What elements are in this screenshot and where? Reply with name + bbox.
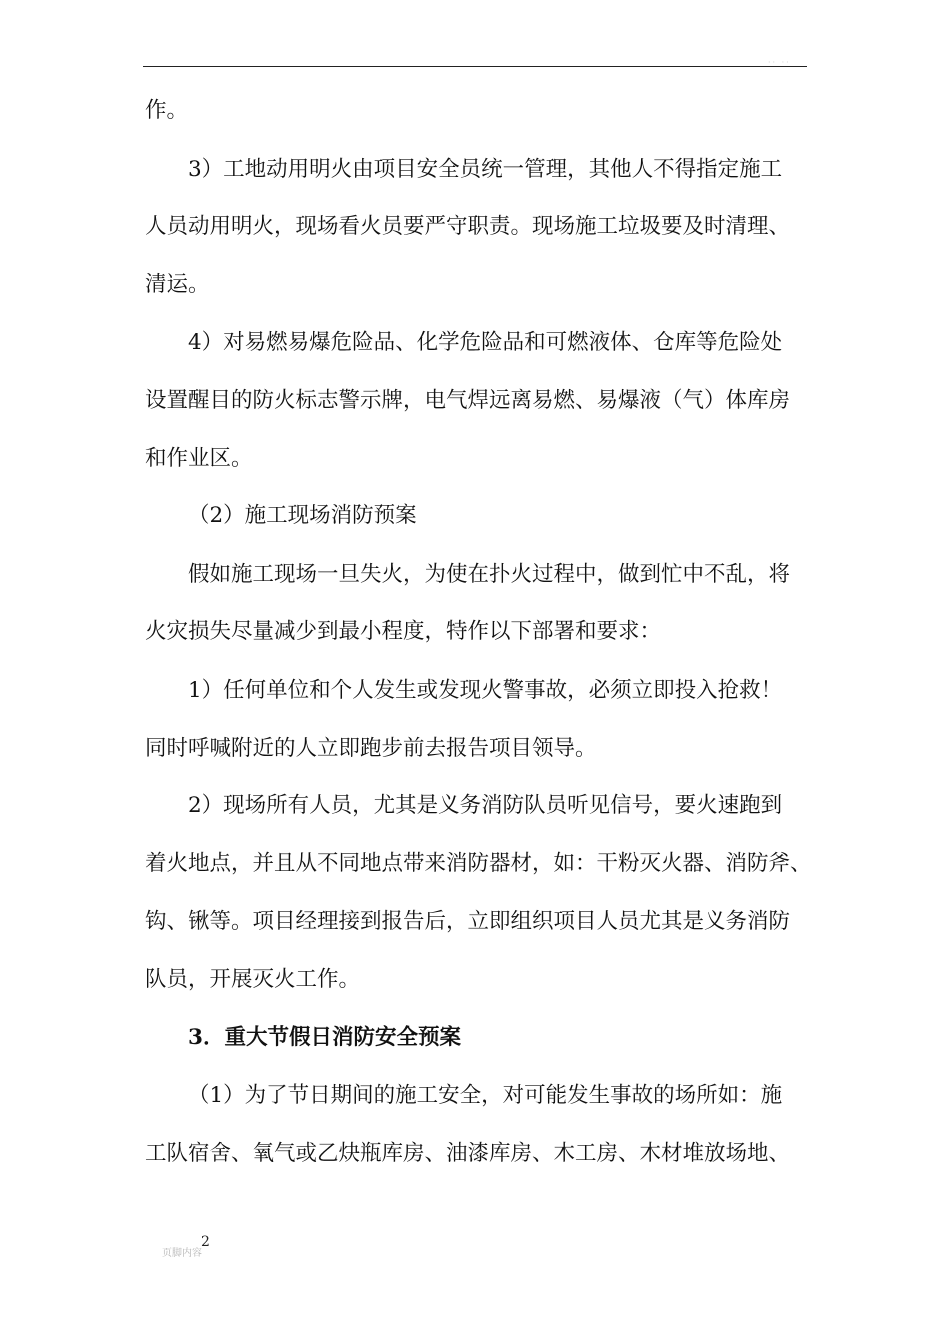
footer-label: 页脚内容 (162, 1248, 202, 1259)
text-line: 2）现场所有人员，尤其是义务消防队员听见信号，要火速跑到 (188, 793, 783, 818)
header-rule (143, 66, 807, 67)
text-line: 钩、锹等。项目经理接到报告后，立即组织项目人员尤其是义务消防 (145, 909, 791, 934)
text-line: 着火地点，并且从不同地点带来消防器材，如：干粉灭火器、消防斧、 (145, 851, 812, 876)
header-mark: ·· ·· (768, 58, 791, 67)
section-heading: （2）施工现场消防预案 (188, 503, 417, 528)
text-line: 1）任何单位和个人发生或发现火警事故，必须立即投入抢救！ (188, 678, 783, 703)
text-line: 3）工地动用明火由项目安全员统一管理，其他人不得指定施工 (188, 157, 783, 182)
text-line: 火灾损失尽量减少到最小程度，特作以下部署和要求： (145, 619, 662, 644)
text-line: 同时呼喊附近的人立即跑步前去报告项目领导。 (145, 736, 597, 761)
text-line: 设置醒目的防火标志警示牌，电气焊远离易燃、易爆液（气）体库房 (145, 388, 791, 413)
text-line: 人员动用明火，现场看火员要严守职责。现场施工垃圾要及时清理、 (145, 214, 791, 239)
text-line: 4）对易燃易爆危险品、化学危险品和可燃液体、仓库等危险处 (188, 330, 783, 355)
text-line: （1）为了节日期间的施工安全，对可能发生事故的场所如：施 (188, 1083, 783, 1108)
text-line: 队员，开展灭火工作。 (145, 967, 361, 992)
section-heading: 3．重大节假日消防安全预案 (188, 1025, 461, 1050)
text-line: 和作业区。 (145, 446, 253, 471)
text-line: 假如施工现场一旦失火，为使在扑火过程中，做到忙中不乱，将 (188, 562, 791, 587)
page-number: 2 (201, 1234, 210, 1250)
text-line: 作。 (145, 98, 189, 123)
text-line: 工队宿舍、氧气或乙炔瓶库房、油漆库房、木工房、木材堆放场地、 (145, 1141, 791, 1166)
text-line: 清运。 (145, 272, 210, 297)
